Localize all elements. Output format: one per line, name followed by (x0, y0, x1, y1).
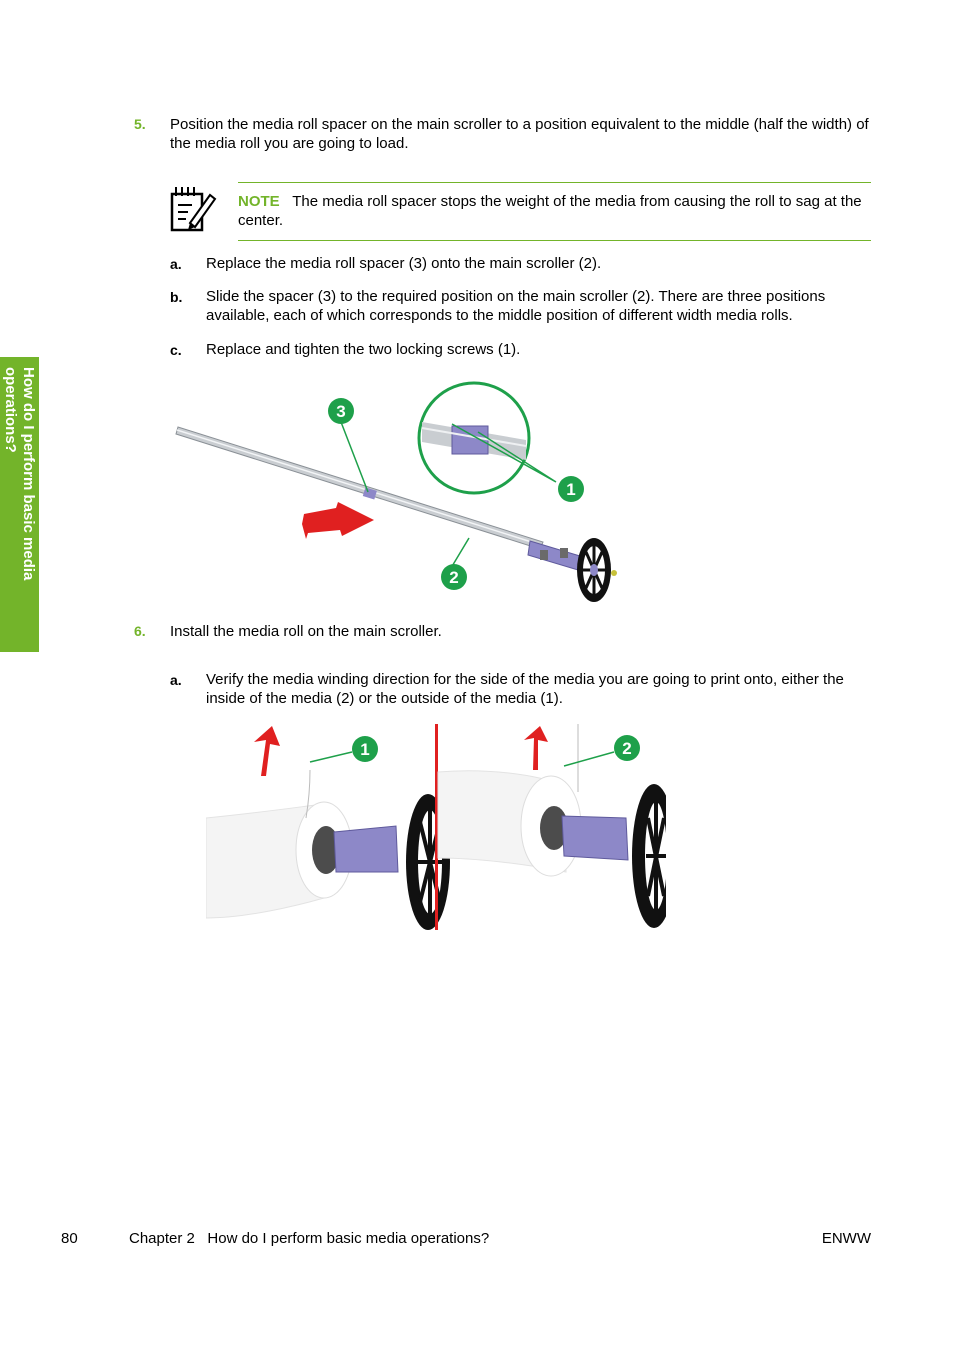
note-text: The media roll spacer stops the weight of the media from causing the roll to sag at the center. (238, 193, 862, 229)
callout-2 (441, 564, 467, 590)
arrow-up-right (524, 726, 548, 770)
substep-5c-text: Replace and tighten the two locking screws (1). (206, 341, 521, 358)
substep-5c-letter: c. (170, 342, 182, 358)
figure-scroller-spacer (168, 376, 630, 606)
callout-fig2-1 (352, 736, 378, 762)
footer-chapter (129, 1229, 489, 1248)
footer-chapter-label: Chapter 2 (129, 1230, 195, 1247)
svg-text:3: 3 (336, 402, 346, 421)
step-6-text: Install the media roll on the main scroller. (170, 623, 442, 640)
callout-fig2-2 (614, 735, 640, 761)
leader-line-2 (451, 538, 469, 568)
note-top-rule (238, 182, 871, 183)
svg-text:2: 2 (622, 739, 632, 758)
side-tab-text (1, 367, 37, 647)
svg-text:2: 2 (449, 568, 459, 587)
slide-direction-arrow (302, 502, 374, 539)
side-tab-line-2: operations? (2, 367, 19, 453)
step-6-number: 6. (134, 623, 146, 639)
substep-5b-letter: b. (170, 289, 183, 305)
substep-5a-letter: a. (170, 256, 182, 272)
note-bottom-rule (238, 240, 871, 241)
note-body (238, 192, 873, 230)
magnified-detail (419, 383, 529, 493)
svg-text:1: 1 (566, 480, 576, 499)
svg-text:1: 1 (360, 740, 370, 759)
footer-page-number: 80 (61, 1230, 78, 1247)
substep-5a-text: Replace the media roll spacer (3) onto the main scroller (2). (206, 255, 602, 272)
note-pad-pencil-icon (168, 185, 218, 233)
substep-6a-text: Verify the media winding direction for the side of the media you are going to print onto, either the inside of the media (2) or the outside of the media (1). (206, 671, 844, 707)
figure-winding-direction (206, 722, 666, 932)
note-label: NOTE (238, 193, 280, 210)
flange-wheel (577, 538, 617, 602)
callout-3 (328, 398, 354, 424)
substep-5b-text: Slide the spacer (3) to the required position on the main scroller (2). There are three positions available, each of which corresponds to the middle position of different width media rolls. (206, 288, 826, 324)
side-tab-line-1: How do I perform basic media (20, 367, 37, 581)
step-5-number: 5. (134, 116, 146, 132)
step-5-text: Position the media roll spacer on the main scroller to a position equivalent to the middle (half the width) of the media roll you are going to load. (170, 116, 869, 152)
hub-assembly (528, 541, 580, 570)
arrow-up-left (254, 726, 280, 776)
side-chapter-tab (0, 357, 39, 652)
leader-line-fig2-2 (564, 752, 614, 766)
callout-1 (558, 476, 584, 502)
panel-outside-winding (206, 726, 450, 930)
footer-right: ENWW (821, 1230, 871, 1247)
leader-line-fig2-1 (310, 752, 352, 762)
substep-6a-letter: a. (170, 672, 182, 688)
footer-chapter-title: How do I perform basic media operations? (207, 1230, 490, 1247)
